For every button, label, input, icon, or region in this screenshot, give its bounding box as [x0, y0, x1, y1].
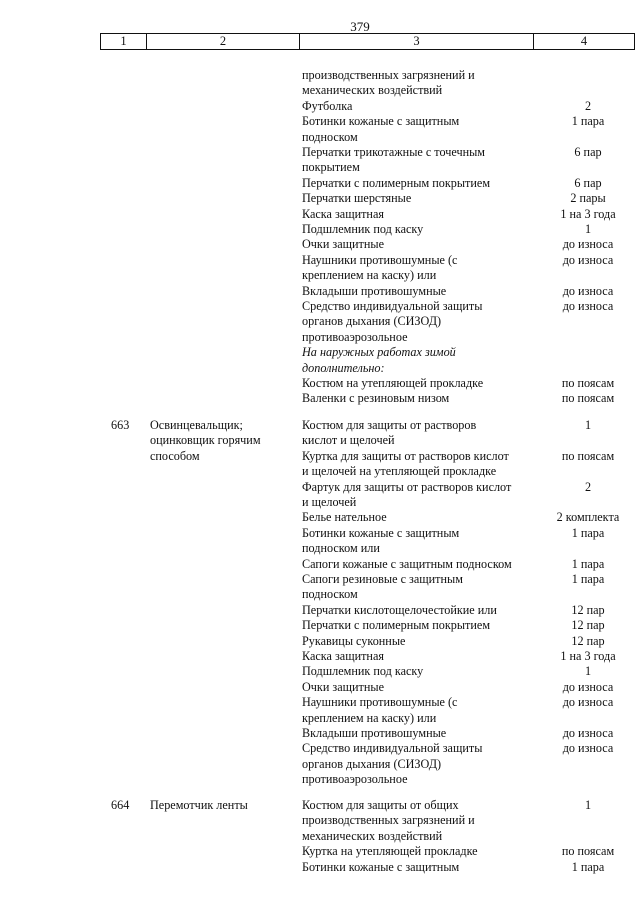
- occupation-name: Освинцевальщик;: [150, 418, 243, 432]
- table-header: [100, 33, 635, 50]
- ppe-item-name: Ботинки кожаные с защитным: [302, 525, 460, 540]
- ppe-item-quantity: 1: [584, 664, 592, 679]
- ppe-item-quantity: 1 на 3 года: [560, 206, 616, 221]
- ppe-item-quantity: до износа: [562, 726, 614, 740]
- ppe-item-name: производственных загрязнений и: [302, 813, 475, 828]
- ppe-item-name: Очки защитные: [302, 237, 384, 252]
- ppe-item-name: и щелочей на утепляющей прокладке: [302, 464, 497, 479]
- ppe-item-name: Перчатки трикотажные с точечным: [302, 145, 486, 159]
- ppe-item-quantity: 1 на 3 года: [560, 649, 616, 663]
- ppe-item-quantity: 1 пара: [571, 114, 605, 129]
- ppe-item-quantity: по поясам: [561, 391, 615, 406]
- ppe-item-name: Каска защитная: [302, 649, 384, 663]
- ppe-item-name: механических воздействий: [302, 83, 443, 98]
- ppe-item-quantity: до износа: [562, 283, 614, 298]
- ppe-item-name: покрытием: [302, 160, 360, 175]
- ppe-item-quantity: до износа: [562, 252, 614, 267]
- ppe-item-name: Валенки с резиновым низом: [302, 391, 450, 406]
- ppe-item-name: Средство индивидуальной защиты: [302, 741, 483, 756]
- ppe-item-name: дополнительно:: [302, 360, 385, 375]
- ppe-item-name: Белье нательное: [302, 510, 387, 525]
- ppe-item-quantity: 1: [584, 418, 592, 432]
- ppe-item-quantity: до износа: [562, 299, 614, 313]
- ppe-item-quantity: 6 пар: [574, 145, 602, 159]
- ppe-item-name: Средство индивидуальной защиты: [302, 299, 483, 313]
- ppe-item-name: Ботинки кожаные с защитным: [302, 114, 460, 129]
- row-number: 663: [111, 418, 130, 432]
- ppe-item-name: Перчатки с полимерным покрытием: [302, 618, 491, 633]
- ppe-item-quantity: 1 пара: [571, 572, 605, 586]
- ppe-item-name: креплением на каску) или: [302, 710, 437, 725]
- ppe-item-quantity: 1: [584, 222, 592, 236]
- ppe-item-name: На наружных работах зимой: [302, 345, 456, 360]
- ppe-item-name: органов дыхания (СИЗОД): [302, 756, 442, 771]
- ppe-item-name: Перчатки шерстяные: [302, 191, 412, 206]
- occupation-name: Перемотчик ленты: [150, 798, 248, 812]
- ppe-item-quantity: 1 пара: [571, 525, 605, 540]
- ppe-item-quantity: до износа: [562, 679, 614, 694]
- ppe-item-name: Сапоги резиновые с защитным: [302, 572, 463, 586]
- ppe-item-name: Перчатки с полимерным покрытием: [302, 175, 491, 190]
- ppe-item-name: Наушники противошумные (с: [302, 252, 458, 267]
- ppe-item-quantity: до износа: [562, 695, 614, 710]
- ppe-item-quantity: 2 комплекта: [556, 510, 620, 525]
- ppe-item-name: Куртка на утепляющей прокладке: [302, 844, 478, 859]
- ppe-item-name: Подшлемник под каску: [302, 222, 424, 236]
- header-col-4: 4: [580, 34, 588, 48]
- ppe-item-name: Куртка для защиты от растворов кислот: [302, 448, 509, 463]
- ppe-item-name: Вкладыши противошумные: [302, 726, 447, 740]
- ppe-item-name: подноском: [302, 129, 358, 144]
- ppe-item-name: подноском: [302, 587, 358, 602]
- ppe-item-name: Вкладыши противошумные: [302, 283, 447, 298]
- ppe-item-quantity: по поясам: [561, 376, 615, 390]
- header-col-1: 1: [120, 34, 127, 48]
- ppe-item-quantity: 6 пар: [574, 175, 602, 190]
- ppe-item-quantity: 1 пара: [571, 556, 605, 571]
- ppe-item-name: органов дыхания (СИЗОД): [302, 314, 442, 329]
- ppe-item-name: Костюм для защиты от общих: [302, 798, 459, 812]
- ppe-item-quantity: 2: [584, 479, 592, 494]
- ppe-item-quantity: 2 пары: [570, 191, 606, 206]
- ppe-item-name: Каска защитная: [302, 206, 384, 221]
- ppe-item-name: Рукавицы суконные: [302, 633, 406, 648]
- ppe-item-name: Сапоги кожаные с защитным подноском: [302, 556, 512, 571]
- ppe-item-quantity: 1 пара: [571, 859, 605, 874]
- ppe-item-name: противоаэрозольное: [302, 772, 408, 787]
- ppe-item-name: Очки защитные: [302, 679, 384, 694]
- ppe-item-name: Фартук для защиты от растворов кислот: [302, 479, 512, 494]
- occupation-name: способом: [150, 448, 200, 463]
- ppe-item-quantity: 12 пар: [571, 618, 605, 633]
- ppe-item-quantity: 1: [584, 798, 592, 812]
- ppe-item-name: Перчатки кислотощелочестойкие или: [302, 602, 497, 617]
- ppe-item-name: Костюм на утепляющей прокладке: [302, 376, 484, 390]
- ppe-item-name: подноском или: [302, 541, 380, 556]
- header-col-2: 2: [219, 34, 227, 48]
- ppe-item-name: противоаэрозольное: [302, 329, 408, 344]
- ppe-item-name: и щелочей: [302, 495, 357, 509]
- row-number: 664: [111, 798, 130, 812]
- ppe-item-quantity: до износа: [562, 741, 614, 756]
- ppe-item-name: производственных загрязнений и: [302, 68, 475, 82]
- occupation-name: оцинковщик горячим: [150, 433, 261, 448]
- ppe-item-quantity: по поясам: [561, 844, 615, 859]
- ppe-item-name: кислот и щелочей: [302, 433, 395, 448]
- ppe-item-quantity: 12 пар: [571, 633, 605, 648]
- ppe-item-quantity: по поясам: [561, 448, 615, 463]
- ppe-item-quantity: до износа: [562, 237, 614, 252]
- ppe-item-name: Костюм для защиты от растворов: [302, 418, 477, 432]
- page-number: 379: [350, 19, 370, 34]
- ppe-item-quantity: 2: [584, 98, 592, 113]
- ppe-item-name: Подшлемник под каску: [302, 664, 424, 679]
- header-col-3: 3: [413, 34, 420, 48]
- ppe-item-name: механических воздействий: [302, 828, 443, 843]
- ppe-item-quantity: 12 пар: [571, 602, 605, 617]
- ppe-item-name: Футболка: [302, 98, 353, 113]
- ppe-item-name: креплением на каску) или: [302, 268, 437, 283]
- ppe-item-name: Наушники противошумные (с: [302, 695, 458, 710]
- ppe-item-name: Ботинки кожаные с защитным: [302, 859, 460, 874]
